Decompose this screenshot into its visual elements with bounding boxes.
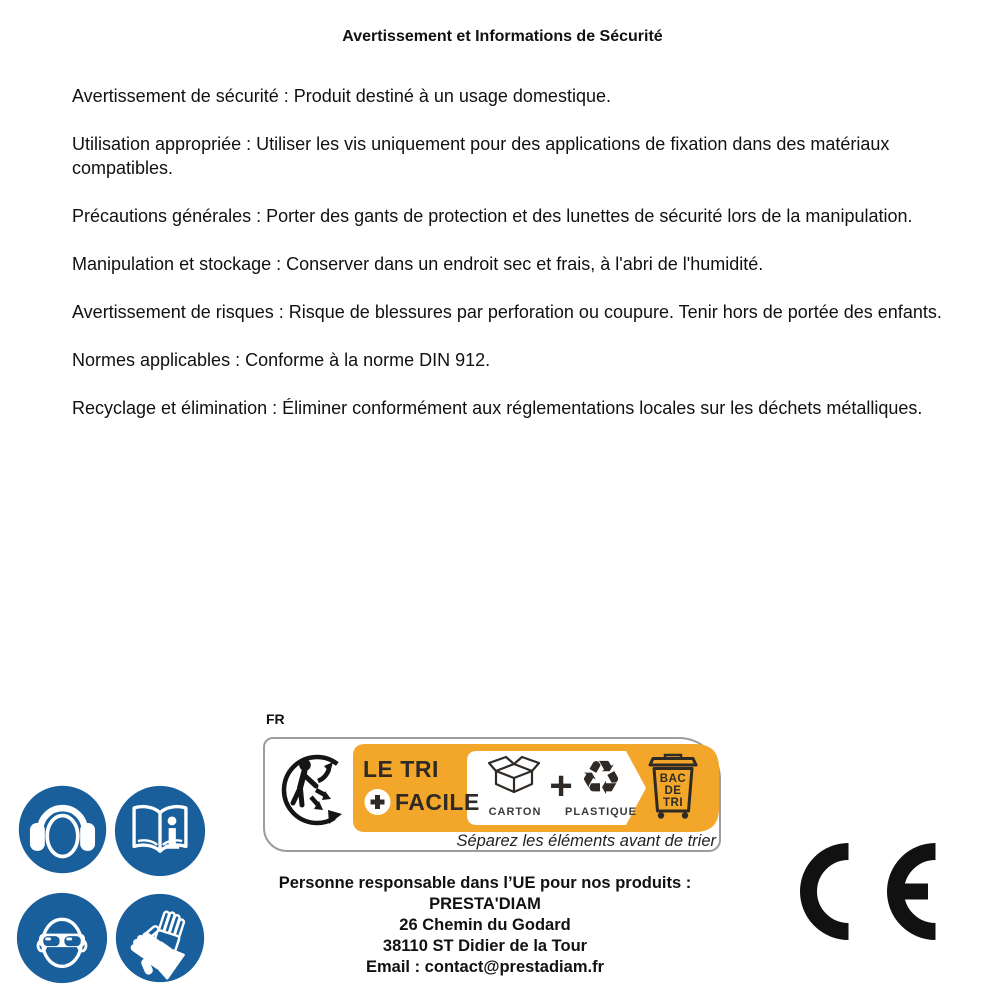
- plastique-label: PLASTIQUE: [565, 806, 637, 818]
- paragraph-recycling-disposal: Recyclage et élimination : Éliminer conformément aux réglementations locales sur les déchets métalliques.: [72, 398, 923, 418]
- city-address: 38110 ST Didier de la Tour: [382, 937, 588, 955]
- responsible-intro: Personne responsable dans l’UE pour nos produits :: [278, 874, 692, 892]
- paragraph-risk-warning: Avertissement de risques : Risque de blessures par perforation ou coupure. Tenir hors de portée des enfants.: [72, 302, 942, 322]
- facile-text: FACILE: [395, 789, 480, 815]
- carton-label: CARTON: [488, 806, 542, 818]
- wear-eye-protection-icon: [14, 890, 110, 986]
- paragraph-applicable-standards: Normes applicables : Conforme à la norme DIN 912.: [72, 350, 491, 370]
- sorting-instruction: Séparez les éléments avant de trier: [456, 832, 716, 850]
- wear-ear-protection-icon: [16, 783, 109, 876]
- info-tri-graphic: [264, 738, 722, 853]
- paragraph-appropriate-use: Utilisation appropriée : Utiliser les vis uniquement pour des applications de fixation dans des matériaux compatibles.: [72, 134, 890, 178]
- svg-text:BAC: BAC: [659, 773, 687, 785]
- paragraph-general-precautions: Précautions générales : Porter des gants de protection et des lunettes de sécurité lors de la manipulation.: [72, 206, 913, 226]
- info-tri-recycling-label: [263, 737, 721, 852]
- page-title: Avertissement et Informations de Sécurité: [342, 28, 663, 45]
- le-tri-text: LE TRI: [363, 756, 439, 782]
- email-line: Email : contact@prestadiam.fr: [366, 958, 604, 976]
- fr-country-label: FR: [266, 711, 285, 727]
- materials-plus: +: [549, 764, 573, 808]
- company-name: PRESTA'DIAM: [429, 895, 541, 913]
- paragraph-safety-warning: Avertissement de sécurité : Produit destiné à un usage domestique.: [72, 86, 611, 106]
- read-instruction-manual-icon: [112, 783, 208, 879]
- responsible-person-block: [240, 873, 730, 978]
- ce-marking-icon: [795, 838, 945, 948]
- svg-text:DE: DE: [664, 785, 682, 797]
- svg-text:TRI: TRI: [662, 797, 684, 809]
- safety-paragraphs: [72, 84, 984, 444]
- wear-protective-gloves-icon: [113, 891, 207, 985]
- triman-recycling-icon: [284, 757, 342, 824]
- street-address: 26 Chemin du Godard: [399, 916, 571, 934]
- recycling-triangle-icon: ♻: [579, 751, 623, 804]
- paragraph-handling-storage: Manipulation et stockage : Conserver dans un endroit sec et frais, à l'abri de l'humidité.: [72, 254, 764, 274]
